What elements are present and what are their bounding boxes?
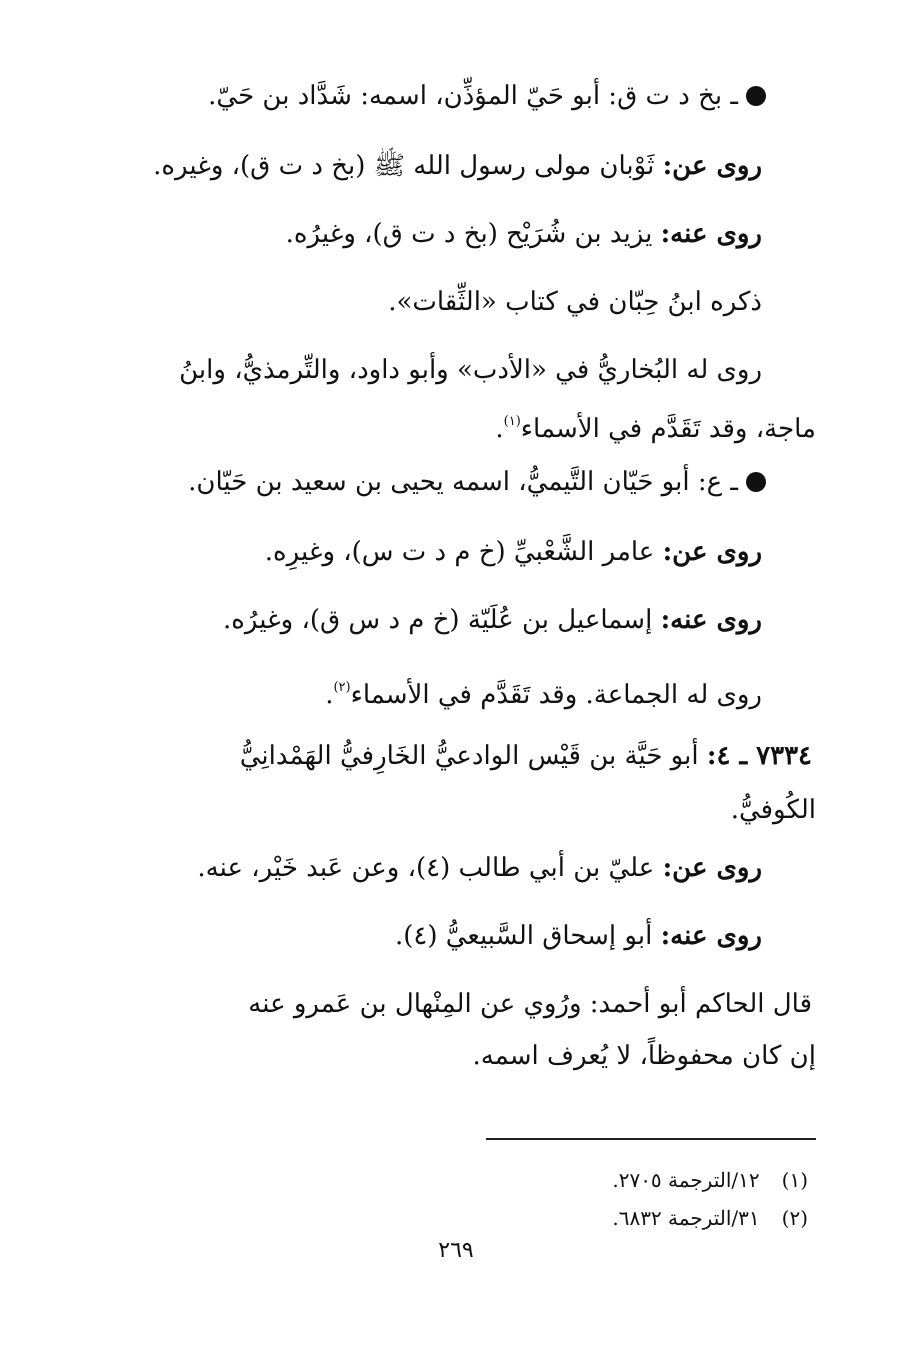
entry-number: ٧٣٣٤ ـ ٤: [706,741,812,771]
comment-line-2: إن كان محفوظاً، لا يُعرف اسمه. [472,1041,816,1071]
narrated-by-text: يزيد بن شُرَيْح (بخ د ت ق)، وغيرُه. [285,219,661,249]
narrated-for-line-2: ماجة، وقد تَقَدَّم في الأسماء$^{(١)}$. [495,414,816,444]
entry-heading-2: الكُوفيُّ. [730,795,816,825]
footnote-text: ٣١/الترجمة ٦٨٣٢. [612,1206,760,1230]
narrated-from-line [153,146,762,186]
narrated-from-label: روى عن: [662,537,762,567]
narrated-from-text: ثَوْبان مولى رسول الله ﷺ (بخ د ت ق)، وغيره. [153,151,663,181]
entry-heading: ـ ع: أبو حَيّان التَّيميُّ، اسمه يحيى بن سعيد بن حَيّان. [188,462,766,502]
narrated-by-label: روى عنه: [660,219,762,249]
footnote-marker: (٢) [333,680,351,695]
footnote [612,1166,808,1194]
narrated-by-line [223,600,762,640]
footnote-marker: (١) [503,414,521,429]
bullet-icon [746,86,766,106]
narrated-for-line: روى له البُخاريُّ في «الأدب» وأبو داود، والتِّرمذيُّ، وابنُ [179,355,762,385]
narrated-by-line [286,214,762,254]
mention-line: ذكره ابنُ حِبّان في كتاب «الثِّقات». [388,287,762,317]
narrated-from-text: عامر الشَّعْبيِّ (خ م د ت س)، وغيرِه. [264,537,663,567]
comment-line: قال الحاكم أبو أحمد: ورُوي عن المِنْهال بن عَمرو عنه [248,989,812,1019]
entry-heading: ٧٣٣٤ ـ ٤: أبو حَيَّة بن قَيْس الوادعيُّ الخَارِفيُّ الهَمْدانِيُّ [239,741,812,771]
footnote [612,1204,808,1232]
narrated-for-line: روى له الجماعة. وقد تَقَدَّم في الأسماء$^{(٢)}$. [325,680,762,710]
page-number: ٢٦٩ [438,1238,474,1263]
footnote-text: ١٢/الترجمة ٢٧٠٥. [612,1168,760,1192]
narrated-by-text: أبو إسحاق السَّبيعيُّ (٤). [394,921,661,951]
narrated-from-label: روى عن: [662,853,762,883]
bullet-icon [746,472,766,492]
footnote-number: (٢) [781,1206,808,1230]
narrated-by-label: روى عنه: [660,605,762,635]
narrated-from-line [265,532,762,572]
footnote-divider [486,1138,816,1140]
narrated-from-line [197,848,762,888]
narrated-by-line [395,916,762,956]
footnote-number: (١) [781,1168,808,1192]
narrated-by-text: إسماعيل بن عُلَيّة (خ م د س ق)، وغيرُه. [222,605,661,635]
narrated-from-text: عليّ بن أبي طالب (٤)، وعن عَبد خَيْر، عنه. [197,853,663,883]
narrated-from-label: روى عن: [662,151,762,181]
narrated-by-label: روى عنه: [660,921,762,951]
entry-heading: ـ بخ د ت ق: أبو حَيّ المؤذِّن، اسمه: شَدَّاد بن حَيّ. [208,76,766,116]
